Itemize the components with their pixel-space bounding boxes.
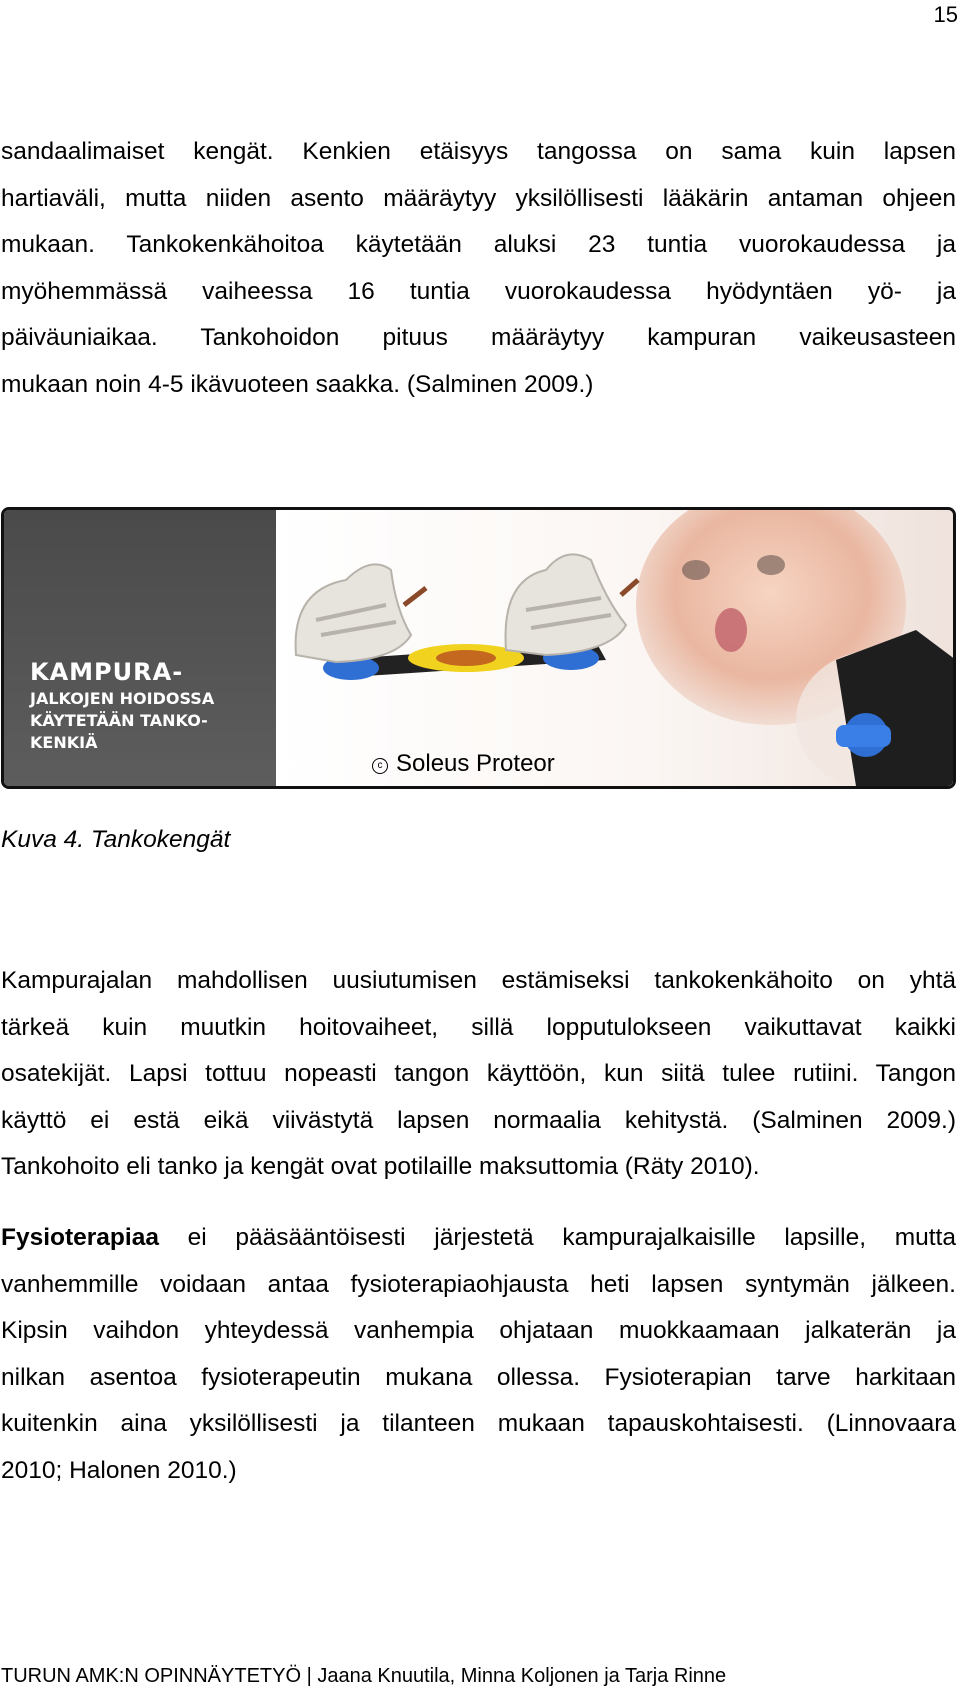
text-line: tärkeä kuin muutkin hoitovaiheet, sillä lopputulokseen vaikuttavat kaikki (1, 1013, 956, 1041)
text-line: mukaan noin 4-5 ikävuoteen saakka. (Salminen 2009.) (1, 370, 594, 398)
figure-tankokengat (1, 507, 956, 789)
paragraph-tankokenkahoito (1, 129, 956, 408)
text-line: päiväuniaikaa. Tankohoidon pituus määräytyy kampuran vaikeusasteen (1, 324, 956, 351)
paragraph-uusiutuminen (1, 958, 956, 1191)
text-line (1, 1215, 956, 1262)
banner-subtitle-line: KENKIÄ (30, 733, 98, 752)
text-fragment: ei pääsääntöisesti järjestetä kampurajalkaisille lapsille, mutta (158, 1224, 956, 1251)
text-line: käyttö ei estä eikä viivästytä lapsen normaalia kehitystä. (Salminen 2009.) (1, 1106, 956, 1134)
text-line: vanhemmille voidaan antaa fysioterapiaohjausta heti lapsen syntymän jälkeen. (1, 1270, 956, 1298)
text-line: myöhemmässä vaiheessa 16 tuntia vuorokaudessa hyödyntäen yö- ja (1, 277, 956, 305)
bold-term: Fysioterapiaa (1, 1224, 159, 1251)
figure-caption: Kuva 4. Tankokengät (1, 826, 231, 853)
copyright-icon: c (372, 758, 388, 774)
text-line: mukaan. Tankokenkähoitoa käytetään aluksi 23 tuntia vuorokaudessa ja (1, 231, 956, 258)
text-line: sandaalimaiset kengät. Kenkien etäisyys tangossa on sama kuin lapsen (1, 138, 956, 165)
photo-bar-shoes-baby (276, 510, 956, 786)
text-line: hartiaväli, mutta niiden asento määräytyy yksilöllisesti lääkärin antaman ohjeen (1, 184, 956, 212)
banner-subtitle-line: KÄYTETÄÄN TANKO- (30, 711, 208, 730)
page-number: 15 (933, 2, 958, 27)
banner-title: KAMPURA- (30, 658, 184, 686)
page-footer: TURUN AMK:N OPINNÄYTETYÖ | Jaana Knuutila, Minna Koljonen ja Tarja Rinne (1, 1665, 727, 1687)
text-line: kuitenkin aina yksilöllisesti ja tilanteen mukaan tapauskohtaisesti. (Linnovaara (1, 1410, 956, 1437)
copyright-notice (372, 750, 555, 778)
banner-subtitle (30, 688, 270, 754)
text-line: Kipsin vaihdon yhteydessä vanhempia ohjataan muokkaamaan jalkaterän ja (1, 1317, 956, 1344)
text-line: osatekijät. Lapsi tottuu nopeasti tangon käyttöön, kun siitä tulee rutiini. Tangon (1, 1060, 956, 1087)
text-line: Kampurajalan mahdollisen uusiutumisen estämiseksi tankokenkähoito on yhtä (1, 967, 956, 994)
copyright-text: Soleus Proteor (396, 750, 555, 777)
paragraph-fysioterapia (1, 1215, 956, 1494)
text-line: Tankohoito eli tanko ja kengät ovat potilaille maksuttomia (Räty 2010). (1, 1153, 760, 1180)
banner-subtitle-line: JALKOJEN HOIDOSSA (30, 689, 215, 708)
text-line: 2010; Halonen 2010.) (1, 1456, 237, 1484)
text-line: nilkan asentoa fysioterapeutin mukana ollessa. Fysioterapian tarve harkitaan (1, 1363, 956, 1391)
